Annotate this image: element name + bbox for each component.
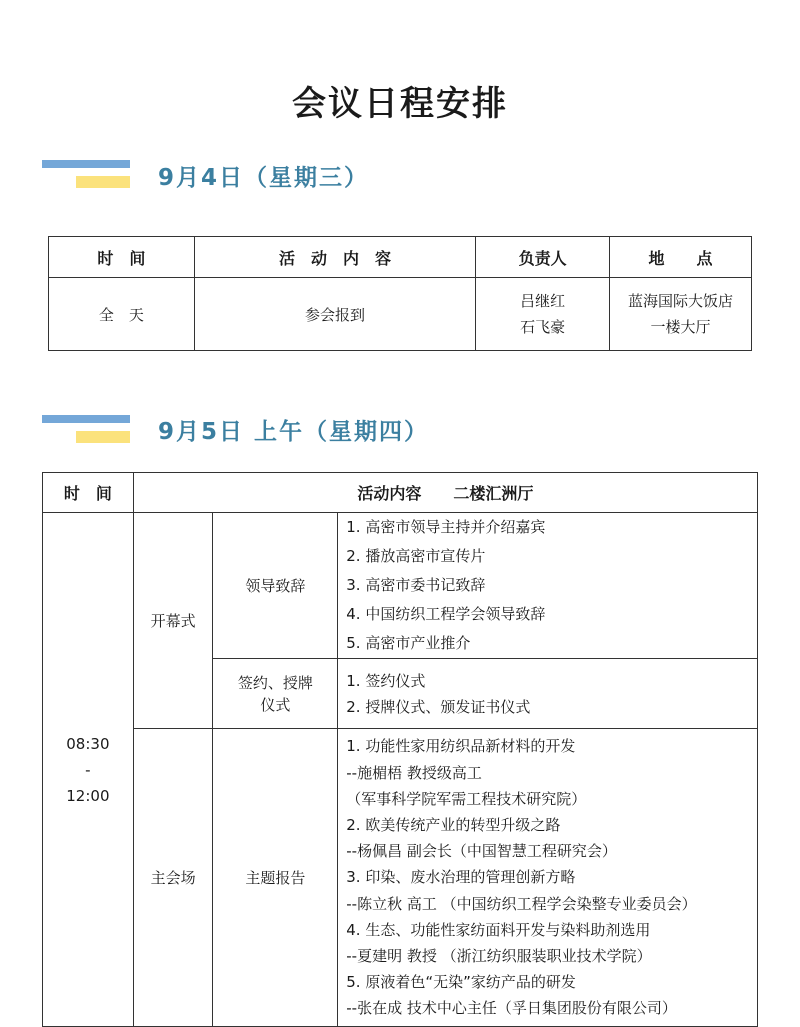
list-item: 5. 原液着色“无染”家纺产品的研发 (346, 973, 576, 992)
signing-cell (213, 659, 338, 729)
opening-cell: 开幕式 (133, 513, 213, 729)
report-cell: 主题报告 (213, 729, 338, 1027)
header-activity: 活动内容 二楼汇洲厅 (133, 473, 757, 513)
main-venue-cell: 主会场 (133, 729, 213, 1027)
day2-heading: 9月5日 上午（星期四） (158, 419, 430, 445)
heading-bar-blue (42, 160, 130, 168)
day2-table (42, 472, 758, 1027)
speech-cell: 领导致辞 (213, 513, 338, 659)
list-item: 1. 功能性家用纺织品新材料的开发 (346, 737, 576, 756)
heading-bar-yellow (76, 176, 130, 188)
day1-time-cell: 全 天 (49, 278, 195, 351)
list-item: 2. 播放高密市宣传片 (346, 547, 486, 565)
day1-person-cell (476, 278, 610, 351)
header-time: 时 间 (49, 237, 195, 278)
header-place: 地 点 (610, 237, 752, 278)
list-item: --陈立秋 高工 （中国纺织工程学会染整专业委员会） (346, 894, 697, 913)
person-name: 石飞豪 (520, 318, 566, 336)
list-item: --施楣梧 教授级高工 (346, 763, 482, 782)
time-end: 12:00 (66, 786, 110, 805)
list-item: --杨佩昌 副会长（中国智慧工程研究会） (346, 842, 617, 861)
page-title: 会议日程安排 (292, 84, 508, 124)
place-line: 蓝海国际大饭店 (628, 292, 734, 310)
day1-activity-cell: 参会报到 (194, 278, 475, 351)
signing-label: 仪式 (260, 695, 291, 714)
list-item: 3. 高密市委书记致辞 (346, 576, 486, 594)
list-item: 4. 中国纺织工程学会领导致辞 (346, 605, 546, 623)
list-item: 1. 高密市领导主持并介绍嘉宾 (346, 518, 546, 536)
list-item: --夏建明 教授 （浙江纺织服装职业技术学院） (346, 947, 652, 965)
header-person: 负责人 (476, 237, 610, 278)
list-item: 1. 签约仪式 (346, 671, 426, 690)
signing-items (338, 659, 758, 729)
day1-table (48, 236, 752, 351)
list-item: --张在成 技术中心主任（孚日集团股份有限公司） (346, 999, 677, 1018)
day2-time-cell (43, 513, 134, 1027)
heading-bar-blue (42, 415, 130, 423)
list-item: 2. 欧美传统产业的转型升级之路 (346, 815, 561, 834)
list-item: 5. 高密市产业推介 (346, 634, 471, 652)
signing-label: 签约、授牌 (237, 673, 313, 692)
time-start: 08:30 (66, 734, 110, 753)
day1-heading: 9月4日（星期三） (158, 165, 370, 191)
speech-items (338, 513, 758, 659)
place-line: 一楼大厅 (650, 318, 711, 336)
person-name: 吕继红 (520, 292, 566, 310)
time-separator: - (85, 760, 91, 779)
list-item: 3. 印染、废水治理的管理创新方略 (346, 868, 576, 887)
list-item: 2. 授牌仪式、颁发证书仪式 (346, 697, 531, 716)
heading-bar-yellow (76, 431, 130, 443)
header-time: 时 间 (43, 473, 134, 513)
header-activity: 活 动 内 容 (194, 237, 475, 278)
list-item: 4. 生态、功能性家纺面料开发与染料助剂选用 (346, 920, 651, 939)
report-items (338, 729, 758, 1027)
list-item: （军事科学院军需工程技术研究院） (346, 789, 587, 808)
day1-place-cell (610, 278, 752, 351)
